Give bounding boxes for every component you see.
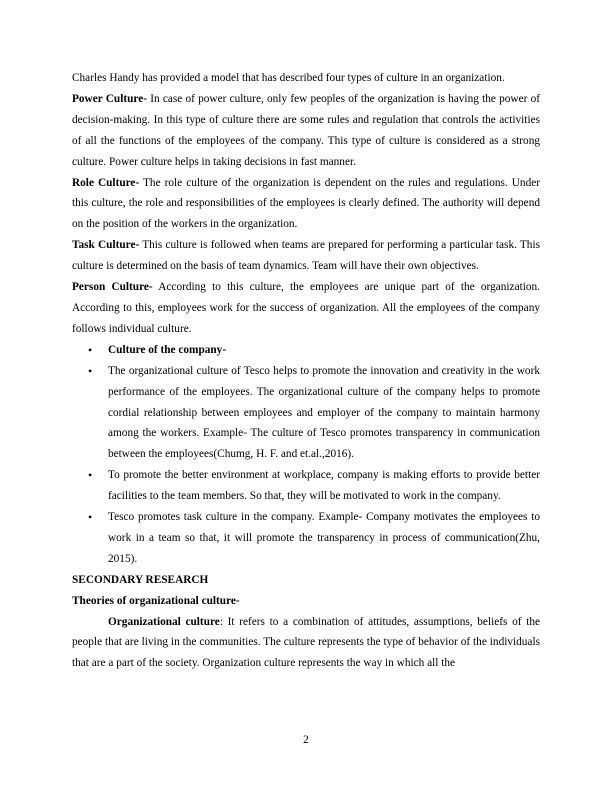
list-item-heading [72,340,540,361]
task-culture-text: This culture is followed when teams are prepared for performing a particular task. This culture is determined on the basis of team dynamics. Team will have their own objectives. [72,239,540,273]
theories-heading: Theories of organizational culture- [72,594,240,607]
secondary-research-heading: SECONDARY RESEARCH [72,573,209,586]
power-culture-paragraph [72,89,540,173]
culture-of-company-heading: Culture of the company- [108,343,227,356]
page-number: 2 [303,734,309,746]
task-culture-term: Task Culture- [72,239,140,252]
role-culture-paragraph [72,173,540,236]
intro-paragraph: Charles Handy has provided a model that has described four types of culture in an organization. [72,72,505,84]
list-item: • The organizational culture of Tesco helps to promote the innovation and creativity in the work performance of the employees. The organizational culture of the company helps to promote cordial relationship between employees and employer of the company to maintain harmony among the workers. Example- The culture of Tesco promotes transparency in communication between the employees(Chumg, H. F. and et.al.,2016). [72,361,540,466]
power-culture-term: Power Culture- [72,92,147,105]
page-content [72,68,540,674]
organizational-culture-text: : It refers to a combination of attitudes, assumptions, beliefs of the people that are living in the communities. The culture represents the type of behavior of the individuals that are a part of the society. Organization culture represents the way in which all the [72,615,540,670]
organizational-culture-term: Organizational culture [108,615,220,628]
person-culture-text: According to this culture, the employees are unique part of the organization. According to this, employees work for the success of organization. All the employees of the company follows individual culture. [72,281,540,335]
task-culture-paragraph [72,235,540,277]
person-culture-paragraph [72,277,540,340]
list-item: • Tesco promotes task culture in the company. Example- Company motivates the employees to work in a team so that, it will promote the transparency in process of communication(Zhu, 2015). [72,507,540,570]
role-culture-term: Role Culture- [72,176,140,189]
person-culture-term: Person Culture- [72,281,153,294]
role-culture-text: The role culture of the organization is dependent on the rules and regulations. Under this culture, the role and responsibilities of the employees is clearly defined. The authority will depend on the position of the workers in the organization. [72,176,540,231]
list-item: • To promote the better environment at workplace, company is making efforts to provide better facilities to the team members. So that, they will be motivated to work in the company. [72,465,540,507]
organizational-culture-paragraph [72,612,540,675]
power-culture-text: In case of power culture, only few peoples of the organization is having the power of decision-making. In this type of culture there are some rules and regulation that controls the activities of all the functions of the employees of the company. This type of culture is considered as a strong culture. Power culture helps in taking decisions in fast manner. [72,92,540,168]
bullet-list [72,340,540,570]
